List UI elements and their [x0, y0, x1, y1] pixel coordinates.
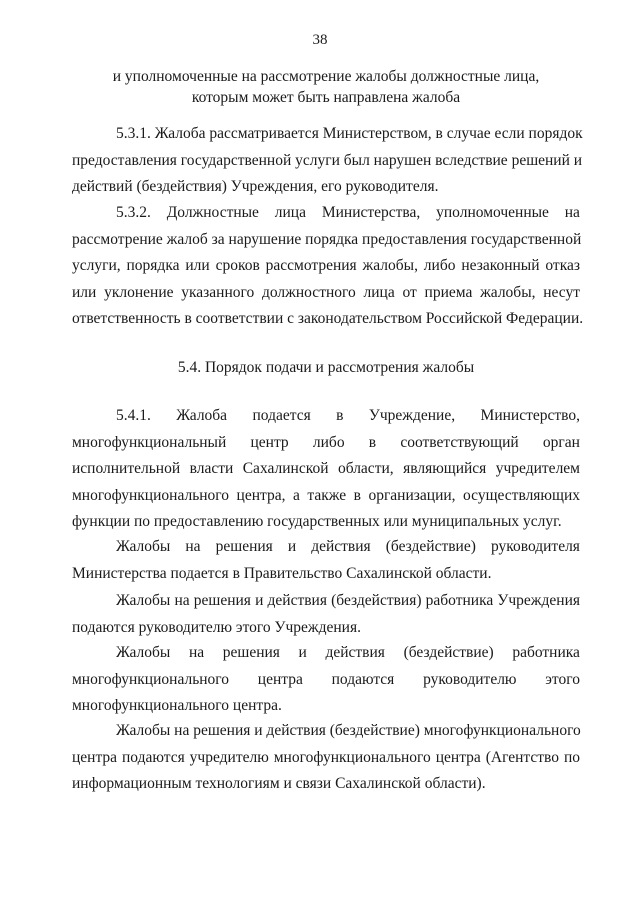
word: либо	[312, 433, 345, 451]
word: центр	[250, 433, 289, 451]
word: решения	[215, 538, 273, 555]
word: в	[336, 407, 344, 424]
word: этого	[545, 670, 580, 688]
paragraph-complaint-mfc-worker	[72, 640, 580, 720]
text-line: Жалобы на решения и действия (бездействия) работника Учреждения	[116, 592, 580, 609]
word: действия	[311, 538, 371, 555]
word: (бездействие)	[403, 644, 494, 661]
word: руководителю	[423, 670, 517, 688]
word: и	[287, 538, 297, 555]
paragraph-complaint-institution	[72, 588, 580, 641]
text-line	[72, 430, 580, 457]
text-line: услуги, порядка или сроков рассмотрения жалобы, либо незаконный отказ	[72, 257, 580, 274]
paragraph-5-3-1	[72, 121, 583, 201]
word: подаются	[331, 670, 395, 688]
word: центра	[257, 670, 303, 688]
text-line: рассмотрение жалоб за нарушение порядка предоставления государственной	[72, 230, 582, 248]
heading-line: и уполномоченные на рассмотрение жалобы должностные лица,	[112, 68, 540, 85]
word: на	[188, 644, 205, 661]
section-heading-5-4: 5.4. Порядок подачи и рассмотрения жалобы	[177, 359, 475, 376]
word: Учреждение,	[368, 407, 456, 424]
text-line: действий (бездействия) Учреждения, его руководителя.	[72, 178, 439, 195]
text-line: 5.3.1. Жалоба рассматривается Министерством, в случае если порядок	[116, 125, 583, 142]
text-line: Жалобы на решения и действия (бездействие) многофункционального	[116, 722, 581, 739]
paragraph-5-4-1	[72, 403, 580, 536]
text-line: многофункционального центра, а также в организации, осуществляющих	[72, 486, 580, 504]
text-line	[72, 403, 580, 430]
word: решения	[222, 644, 280, 661]
word: действия	[325, 644, 385, 661]
text-line: центра подаются учредителю многофункционального центра (Агентство по	[72, 748, 580, 766]
page-number: 38	[312, 32, 328, 48]
section-heading-5-3	[72, 66, 580, 108]
word: работника	[512, 644, 580, 661]
word: Министерства,	[321, 204, 421, 221]
text-line: функции по предоставлению государственных или муниципальных услуг.	[72, 513, 562, 530]
word: (бездействие)	[385, 538, 476, 555]
text-line	[72, 640, 580, 667]
text-line: Министерства подается в Правительство Сахалинской области.	[72, 564, 492, 582]
text-line: многофункционального центра.	[72, 697, 282, 714]
text-line: информационным технологиям и связи Сахалинской области).	[72, 775, 486, 792]
word: Жалоба	[176, 407, 228, 424]
paragraph-complaint-ministry	[72, 534, 580, 587]
paragraph-complaint-mfc	[72, 718, 580, 798]
text-line	[72, 667, 580, 694]
word: на	[185, 538, 201, 555]
heading-line: которым может быть направлена жалоба	[191, 89, 461, 106]
word: Министерство,	[480, 407, 580, 424]
paragraph-5-3-2	[72, 200, 584, 333]
word: 5.3.2.	[116, 204, 151, 221]
word: Жалобы	[116, 538, 171, 555]
word: подается	[252, 407, 311, 424]
word: Должностные	[166, 204, 259, 221]
word: лица	[274, 204, 306, 221]
word: уполномоченные	[436, 204, 549, 221]
text-line: исполнительной власти Сахалинской области, являющийся учредителем	[72, 460, 580, 477]
word: и	[298, 644, 307, 661]
word: 5.4.1.	[116, 407, 151, 424]
word: соответствующий	[400, 433, 519, 451]
word: Жалобы	[116, 644, 171, 661]
text-line	[72, 534, 580, 561]
word: многофункциональный	[72, 433, 227, 451]
word: многофункционального	[72, 670, 230, 688]
word: на	[564, 204, 580, 221]
text-line: ответственность в соответствии с законодательством Российской Федерации.	[72, 310, 584, 327]
word: руководителя	[490, 538, 580, 555]
text-line: или уклонение указанного должностного лица от приема жалобы, несут	[72, 283, 580, 301]
word: орган	[542, 433, 580, 451]
text-line: подаются руководителю этого Учреждения.	[72, 618, 361, 636]
text-line	[72, 200, 580, 227]
text-line: предоставления государственной услуги был нарушен вследствие решений и	[72, 151, 583, 169]
word: в	[368, 433, 377, 451]
